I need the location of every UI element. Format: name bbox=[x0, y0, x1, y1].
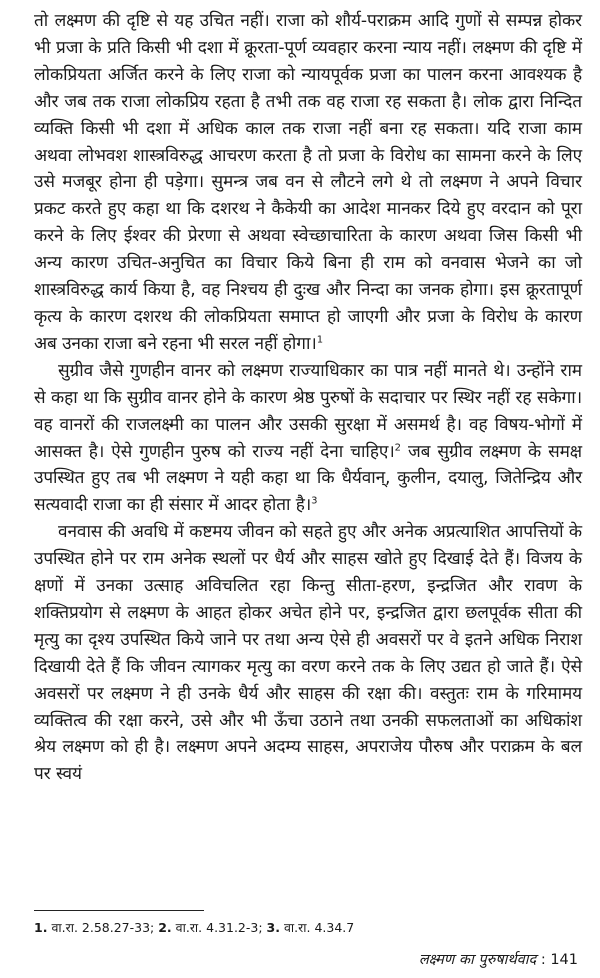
footer-separator: : bbox=[540, 952, 546, 968]
body-text bbox=[34, 8, 582, 788]
running-footer bbox=[419, 949, 578, 969]
footnote-divider bbox=[34, 910, 204, 911]
footnote-3 bbox=[267, 920, 355, 935]
footnote-3-ref: वा.रा. 4.34.7 bbox=[283, 920, 355, 935]
footnote-marker-1: 1 bbox=[316, 334, 323, 346]
paragraph-1 bbox=[34, 8, 582, 358]
paragraph-2-text-b: जब सुग्रीव लक्ष्मण के समक्ष उपस्थित हुए तब भी लक्ष्मण ने यही कहा था कि धैर्यवान्, कुलीन, दयालु, जितेन्द्रिय और सत्यवादी राजा का ही संसार में आदर होता है। bbox=[34, 441, 582, 516]
page-number: 141 bbox=[550, 952, 578, 968]
footnote-2-number: 2. bbox=[158, 920, 172, 935]
paragraph-1-text: तो लक्ष्मण की दृष्टि से यह उचित नहीं। राजा को शौर्य-पराक्रम आदि गुणों से सम्पन्न होकर भी प्रजा के प्रति किसी भी दशा में क्रूरता-पूर्ण व्यवहार करना न्याय नहीं। लक्ष्मण की दृष्टि में लोकप्रियता अर्जित करने के लिए राजा को न्यायपूर्वक प्रजा का पालन करना आवश्यक है और जब तक राजा लोकप्रिय रहता है तभी तक वह राजा रह सकता है। लोक द्वारा निन्दित व्यक्ति किसी भी दशा में अधिक काल तक राजा नहीं बना रह सकता। यदि राजा काम अथवा लोभवश शास्त्रविरुद्ध आचरण करता है तो प्रजा के विरोध का सामना करने के लिए उसे मजबूर होना ही पड़ेगा। सुमन्त्र जब वन से लौटने लगे थे तो लक्ष्मण ने अपने विचार प्रकट करते हुए कहा था कि दशरथ ने कैकेयी का आदेश मानकर दिये हुए वरदान को पूरा करने के लिए ईश्वर की प्रेरणा से अथवा स्वेच्छाचारिता के कारण अथवा जिस किसी भी अन्य कारण उचित-अनुचित का विचार किये बिना ही राम को वनवास भेजने का जो शास्त्रविरुद्ध कार्य किया है, वह निश्चय ही दुःख और निन्दा का जनक होगा। इस क्रूरतापूर्ण कृत्य के कारण दशरथ की लोकप्रियता समाप्त हो जाएगी और प्रजा के विरोध के कारण अब उनका राजा बने रहना भी सरल नहीं होगा। bbox=[34, 11, 582, 354]
footnote-2 bbox=[158, 920, 262, 935]
footnote-marker-3: 3 bbox=[311, 495, 318, 507]
footnote-marker-2: 2 bbox=[394, 441, 401, 453]
footnote-1 bbox=[34, 920, 154, 935]
paragraph-3 bbox=[34, 519, 582, 788]
footnote-2-ref: वा.रा. 4.31.2-3; bbox=[175, 920, 263, 935]
paragraph-2-text-a: सुग्रीव जैसे गुणहीन वानर को लक्ष्मण राज्याधिकार का पात्र नहीं मानते थे। उन्होंने राम से कहा था कि सुग्रीव वानर होने के कारण श्रेष्ठ पुरुषों के सदाचार पर स्थिर नहीं रह सकेगा। वह वानरों की राजलक्ष्मी का पालन और उसकी सुरक्षा में असमर्थ है। वह विषय-भोगों में आसक्त है। ऐसे गुणहीन पुरुष को राज्य नहीं देना चाहिए। bbox=[34, 360, 582, 462]
footnotes bbox=[34, 919, 354, 936]
paragraph-2 bbox=[34, 358, 582, 519]
footnote-1-ref: वा.रा. 2.58.27-33; bbox=[51, 920, 155, 935]
footnote-1-number: 1. bbox=[34, 920, 48, 935]
chapter-title: लक्ष्मण का पुरुषार्थवाद bbox=[418, 952, 537, 968]
paragraph-3-text: वनवास की अवधि में कष्टमय जीवन को सहते हुए और अनेक अप्रत्याशित आपत्तियों के उपस्थित होने पर राम अनेक स्थलों पर धैर्य और साहस खोते हुए दिखाई देते हैं। विजय के क्षणों में उनका उत्साह अविचलित रहा किन्तु सीता-हरण, इन्द्रजित और रावण के शक्तिप्रयोग से लक्ष्मण के आहत होकर अचेत होने पर, इन्द्रजित द्वारा छलपूर्वक सीता की मृत्यु का दृश्य उपस्थित किये जाने पर तथा अन्य ऐसे ही अवसरों पर वे इतने अधिक निराश दिखायी देते हैं कि जीवन त्यागकर मृत्यु का वरण करने तक के लिए उद्यत हो जाते हैं। ऐसे अवसरों पर लक्ष्मण ने ही उनके धैर्य और साहस की रक्षा की। वस्तुतः राम के गरिमामय व्यक्तित्व की रक्षा करने, उसे और भी ऊँचा उठाने तथा उनकी सफलताओं का अधिकांश श्रेय लक्ष्मण को ही है। लक्ष्मण अपने अदम्य साहस, अपराजेय पौरुष और पराक्रम के बल पर स्वयं bbox=[34, 522, 582, 785]
footnote-3-number: 3. bbox=[266, 920, 280, 935]
